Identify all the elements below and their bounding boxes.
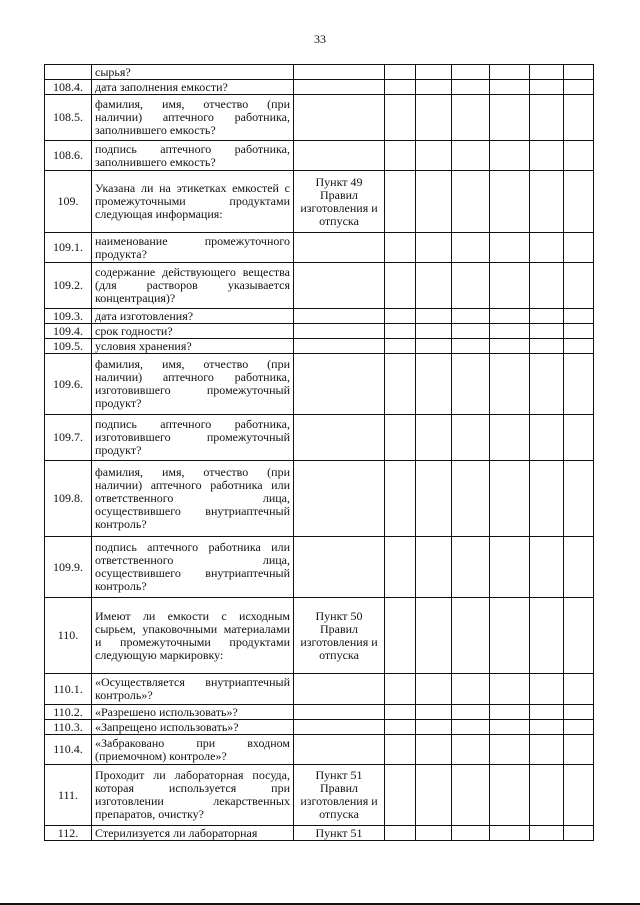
- answer-cell: [564, 765, 594, 826]
- regulation-reference: [294, 674, 385, 705]
- answer-cell: [564, 461, 594, 537]
- item-number: 109.3.: [45, 309, 92, 324]
- answer-cell: [452, 735, 490, 765]
- answer-cell: [416, 354, 452, 415]
- item-number: 110.3.: [45, 720, 92, 735]
- answer-cell: [530, 598, 564, 674]
- answer-cell: [490, 461, 530, 537]
- answer-cell: [490, 324, 530, 339]
- answer-cell: [564, 141, 594, 171]
- answer-cell: [564, 720, 594, 735]
- item-number: 109.4.: [45, 324, 92, 339]
- table-row: [45, 598, 594, 674]
- answer-cell: [490, 141, 530, 171]
- answer-cell: [416, 765, 452, 826]
- question-text: фамилия, имя, отчество (при наличии) аптечного работника, изготовившего промежуточный продукт?: [92, 354, 294, 415]
- answer-cell: [452, 263, 490, 309]
- table-row: [45, 826, 594, 841]
- answer-cell: [416, 415, 452, 461]
- regulation-reference: [294, 309, 385, 324]
- item-number: 110.1.: [45, 674, 92, 705]
- regulation-reference: [294, 537, 385, 598]
- regulation-reference: Пункт 50 Правил изготовления и отпуска: [294, 598, 385, 674]
- answer-cell: [416, 141, 452, 171]
- item-number: 109.9.: [45, 537, 92, 598]
- answer-cell: [452, 461, 490, 537]
- question-text: дата заполнения емкости?: [92, 80, 294, 95]
- question-text: условия хранения?: [92, 339, 294, 354]
- regulation-reference: [294, 735, 385, 765]
- item-number: 109.5.: [45, 339, 92, 354]
- answer-cell: [564, 65, 594, 80]
- question-text: Стерилизуется ли лабораторная: [92, 826, 294, 841]
- question-text: фамилия, имя, отчество (при наличии) аптечного работника или ответственного лица, осуществившего внутриаптечный контроль?: [92, 461, 294, 537]
- question-text: Указана ли на этикетках емкостей с промежуточными продуктами следующая информация:: [92, 171, 294, 233]
- answer-cell: [452, 233, 490, 263]
- answer-cell: [452, 674, 490, 705]
- answer-cell: [490, 354, 530, 415]
- regulation-reference: [294, 461, 385, 537]
- answer-cell: [490, 415, 530, 461]
- table-row: [45, 674, 594, 705]
- answer-cell: [530, 309, 564, 324]
- answer-cell: [564, 598, 594, 674]
- answer-cell: [530, 674, 564, 705]
- answer-cell: [385, 80, 416, 95]
- answer-cell: [385, 263, 416, 309]
- answer-cell: [385, 339, 416, 354]
- answer-cell: [452, 826, 490, 841]
- checklist-table: [44, 64, 594, 841]
- table-row: [45, 324, 594, 339]
- answer-cell: [530, 171, 564, 233]
- answer-cell: [490, 705, 530, 720]
- answer-cell: [385, 309, 416, 324]
- answer-cell: [530, 461, 564, 537]
- regulation-reference: [294, 705, 385, 720]
- answer-cell: [385, 735, 416, 765]
- regulation-reference: [294, 339, 385, 354]
- answer-cell: [564, 309, 594, 324]
- item-number: 109.1.: [45, 233, 92, 263]
- table-row: [45, 65, 594, 80]
- answer-cell: [452, 354, 490, 415]
- answer-cell: [490, 674, 530, 705]
- answer-cell: [452, 705, 490, 720]
- answer-cell: [530, 65, 564, 80]
- question-text: «Запрещено использовать»?: [92, 720, 294, 735]
- regulation-reference: Пункт 51: [294, 826, 385, 841]
- answer-cell: [385, 674, 416, 705]
- item-number: 110.2.: [45, 705, 92, 720]
- table-row: [45, 95, 594, 141]
- answer-cell: [490, 598, 530, 674]
- item-number: 108.4.: [45, 80, 92, 95]
- item-number: 109.: [45, 171, 92, 233]
- answer-cell: [564, 415, 594, 461]
- answer-cell: [416, 171, 452, 233]
- regulation-reference: [294, 141, 385, 171]
- table-row: [45, 263, 594, 309]
- table-row: [45, 309, 594, 324]
- answer-cell: [385, 826, 416, 841]
- table-row: [45, 461, 594, 537]
- answer-cell: [385, 765, 416, 826]
- answer-cell: [564, 826, 594, 841]
- answer-cell: [490, 339, 530, 354]
- question-text: дата изготовления?: [92, 309, 294, 324]
- question-text: фамилия, имя, отчество (при наличии) аптечного работника, заполнившего емкость?: [92, 95, 294, 141]
- answer-cell: [452, 537, 490, 598]
- answer-cell: [416, 339, 452, 354]
- question-text: подпись аптечного работника или ответственного лица, осуществившего внутриаптечный контроль?: [92, 537, 294, 598]
- answer-cell: [530, 735, 564, 765]
- answer-cell: [490, 765, 530, 826]
- regulation-reference: [294, 80, 385, 95]
- answer-cell: [530, 720, 564, 735]
- answer-cell: [530, 765, 564, 826]
- answer-cell: [452, 598, 490, 674]
- answer-cell: [530, 80, 564, 95]
- page-number: 33: [314, 32, 326, 46]
- answer-cell: [490, 171, 530, 233]
- answer-cell: [385, 705, 416, 720]
- answer-cell: [564, 80, 594, 95]
- item-number: 109.8.: [45, 461, 92, 537]
- answer-cell: [452, 171, 490, 233]
- answer-cell: [416, 720, 452, 735]
- answer-cell: [490, 826, 530, 841]
- answer-cell: [416, 735, 452, 765]
- answer-cell: [564, 537, 594, 598]
- answer-cell: [416, 65, 452, 80]
- answer-cell: [564, 171, 594, 233]
- answer-cell: [385, 720, 416, 735]
- answer-cell: [530, 141, 564, 171]
- regulation-reference: [294, 233, 385, 263]
- answer-cell: [385, 537, 416, 598]
- answer-cell: [416, 80, 452, 95]
- table-row: [45, 233, 594, 263]
- answer-cell: [416, 309, 452, 324]
- question-text: «Осуществляется внутриаптечный контроль»?: [92, 674, 294, 705]
- answer-cell: [490, 65, 530, 80]
- item-number: 109.7.: [45, 415, 92, 461]
- table-row: [45, 339, 594, 354]
- answer-cell: [452, 324, 490, 339]
- answer-cell: [530, 354, 564, 415]
- answer-cell: [416, 826, 452, 841]
- answer-cell: [452, 415, 490, 461]
- table-row: [45, 720, 594, 735]
- answer-cell: [385, 65, 416, 80]
- question-text: «Разрешено использовать»?: [92, 705, 294, 720]
- answer-cell: [452, 309, 490, 324]
- answer-cell: [530, 537, 564, 598]
- item-number: 112.: [45, 826, 92, 841]
- answer-cell: [490, 309, 530, 324]
- question-text: срок годности?: [92, 324, 294, 339]
- regulation-reference: [294, 720, 385, 735]
- answer-cell: [385, 461, 416, 537]
- answer-cell: [564, 339, 594, 354]
- answer-cell: [416, 263, 452, 309]
- answer-cell: [564, 735, 594, 765]
- answer-cell: [416, 95, 452, 141]
- answer-cell: [564, 324, 594, 339]
- answer-cell: [416, 705, 452, 720]
- answer-cell: [416, 461, 452, 537]
- answer-cell: [452, 339, 490, 354]
- answer-cell: [530, 339, 564, 354]
- answer-cell: [452, 141, 490, 171]
- item-number: 108.5.: [45, 95, 92, 141]
- answer-cell: [452, 720, 490, 735]
- answer-cell: [564, 705, 594, 720]
- item-number: 110.: [45, 598, 92, 674]
- answer-cell: [530, 705, 564, 720]
- answer-cell: [452, 80, 490, 95]
- regulation-reference: [294, 65, 385, 80]
- answer-cell: [490, 735, 530, 765]
- item-number: 109.2.: [45, 263, 92, 309]
- regulation-reference: Пункт 49 Правил изготовления и отпуска: [294, 171, 385, 233]
- table-row: [45, 171, 594, 233]
- table-row: [45, 705, 594, 720]
- answer-cell: [490, 537, 530, 598]
- question-text: «Забраковано при входном (приемочном) контроле»?: [92, 735, 294, 765]
- item-number: 111.: [45, 765, 92, 826]
- answer-cell: [385, 171, 416, 233]
- answer-cell: [490, 80, 530, 95]
- regulation-reference: [294, 95, 385, 141]
- answer-cell: [416, 537, 452, 598]
- table-row: [45, 354, 594, 415]
- regulation-reference: [294, 263, 385, 309]
- item-number: 109.6.: [45, 354, 92, 415]
- table-row: [45, 80, 594, 95]
- answer-cell: [385, 324, 416, 339]
- question-text: Имеют ли емкости с исходным сырьем, упаковочными материалами и промежуточными продуктами следующую маркировку:: [92, 598, 294, 674]
- table-row: [45, 537, 594, 598]
- answer-cell: [564, 674, 594, 705]
- answer-cell: [416, 598, 452, 674]
- answer-cell: [385, 95, 416, 141]
- answer-cell: [416, 233, 452, 263]
- item-number: 108.6.: [45, 141, 92, 171]
- item-number: [45, 65, 92, 80]
- answer-cell: [452, 765, 490, 826]
- answer-cell: [490, 720, 530, 735]
- answer-cell: [530, 263, 564, 309]
- question-text: наименование промежуточного продукта?: [92, 233, 294, 263]
- answer-cell: [385, 233, 416, 263]
- table-row: [45, 141, 594, 171]
- regulation-reference: [294, 415, 385, 461]
- item-number: 110.4.: [45, 735, 92, 765]
- regulation-reference: [294, 354, 385, 415]
- table-row: [45, 765, 594, 826]
- regulation-reference: Пункт 51 Правил изготовления и отпуска: [294, 765, 385, 826]
- regulation-reference: [294, 324, 385, 339]
- answer-cell: [530, 95, 564, 141]
- answer-cell: [530, 826, 564, 841]
- answer-cell: [490, 263, 530, 309]
- answer-cell: [490, 95, 530, 141]
- table-row: [45, 735, 594, 765]
- answer-cell: [452, 95, 490, 141]
- question-text: подпись аптечного работника, изготовившего промежуточный продукт?: [92, 415, 294, 461]
- question-text: Проходит ли лабораторная посуда, которая используется при изготовлении лекарственных препаратов, очистку?: [92, 765, 294, 826]
- answer-cell: [416, 674, 452, 705]
- answer-cell: [416, 324, 452, 339]
- answer-cell: [530, 415, 564, 461]
- answer-cell: [564, 233, 594, 263]
- answer-cell: [564, 263, 594, 309]
- answer-cell: [385, 598, 416, 674]
- question-text: сырья?: [92, 65, 294, 80]
- table-row: [45, 415, 594, 461]
- answer-cell: [385, 141, 416, 171]
- question-text: содержание действующего вещества (для растворов указывается концентрация)?: [92, 263, 294, 309]
- answer-cell: [385, 415, 416, 461]
- answer-cell: [530, 324, 564, 339]
- answer-cell: [530, 233, 564, 263]
- answer-cell: [564, 95, 594, 141]
- answer-cell: [490, 233, 530, 263]
- answer-cell: [452, 65, 490, 80]
- answer-cell: [385, 354, 416, 415]
- question-text: подпись аптечного работника, заполнившего емкость?: [92, 141, 294, 171]
- answer-cell: [564, 354, 594, 415]
